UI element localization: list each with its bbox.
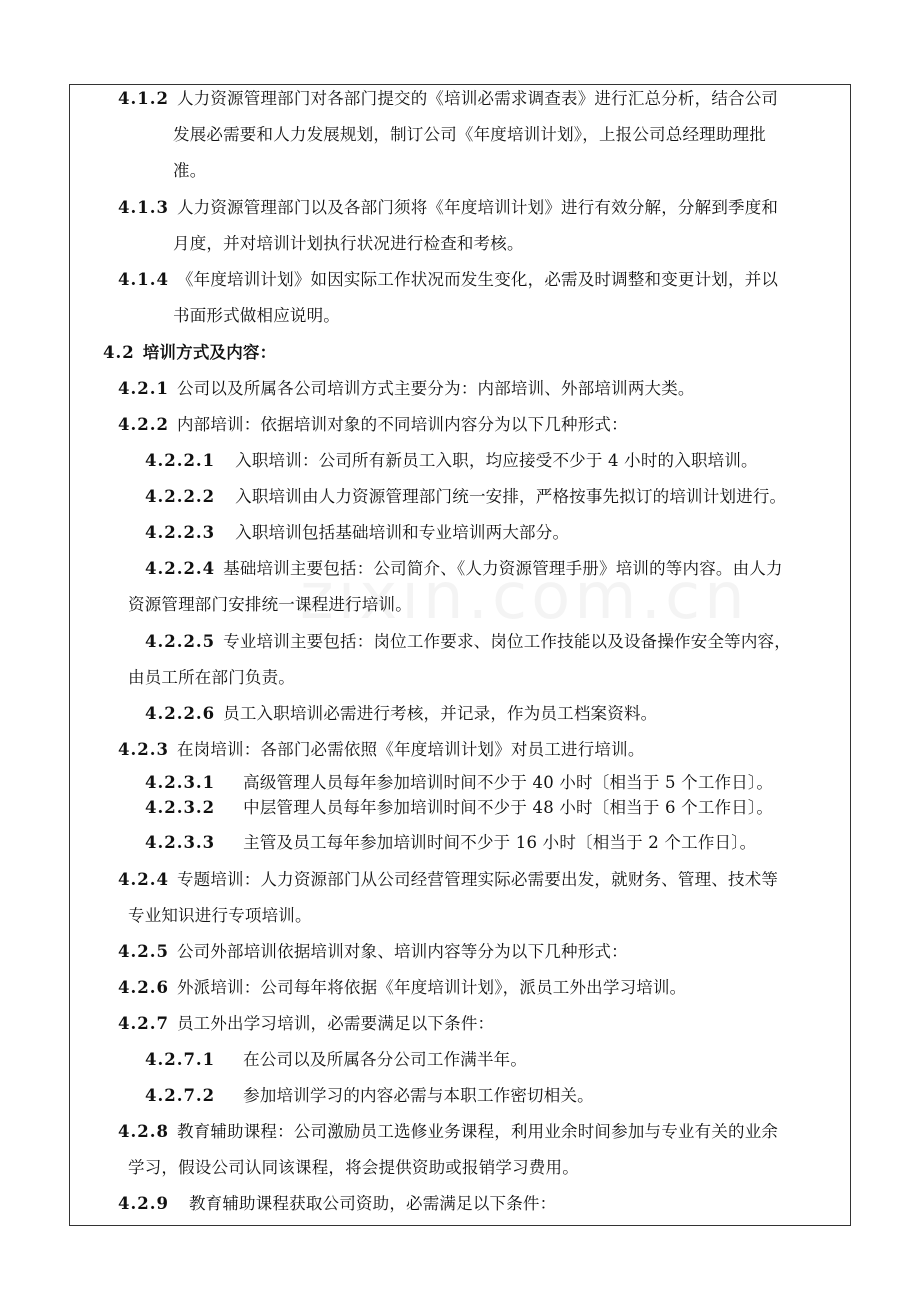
clause-4-2-4-cont: 专业知识进行专项培训。 [128,906,312,925]
clause-4-2-3: 4.2.3 在岗培训：各部门必需依照《年度培训计划》对员工进行培训。 [118,740,645,759]
clause-4-2-2-4: 4.2.2.4 基础培训主要包括：公司简介、《人力资源管理手册》培训的等内容。由人力 [145,559,783,578]
clause-4-2-2-4-cont: 资源管理部门安排统一课程进行培训。 [128,595,412,614]
clause-4-2-2-3: 4.2.2.3 入职培训包括基础培训和专业培训两大部分。 [145,523,570,542]
section-heading-4-2: 4.2 培训方式及内容： [103,343,277,362]
clause-4-2-3-3: 4.2.3.3 主管及员工每年参加培训时间不少于 16 小时〔相当于 2 个工作日〕。 [145,833,757,852]
clause-4-2-4: 4.2.4 专题培训：人力资源部门从公司经营管理实际必需要出发，就财务、管理、技术等 [118,870,779,889]
clause-4-1-3: 4.1.3 人力资源管理部门以及各部门须将《年度培训计划》进行有效分解，分解到季度和 [118,198,779,217]
clause-4-2-8: 4.2.8 教育辅助课程：公司激励员工选修业务课程，利用业余时间参加与专业有关的业余 [118,1122,779,1141]
clause-4-1-4: 4.1.4 《年度培训计划》如因实际工作状况而发生变化，必需及时调整和变更计划，并以 [118,270,779,289]
clause-4-2-8-cont: 学习，假设公司认同该课程，将会提供资助或报销学习费用。 [128,1158,579,1177]
clause-4-1-2: 4.1.2 人力资源管理部门对各部门提交的《培训必需求调查表》进行汇总分析，结合公司 [118,89,779,108]
clause-4-2-1: 4.2.1 公司以及所属各公司培训方式主要分为：内部培训、外部培训两大类。 [118,379,695,398]
clause-4-2-5: 4.2.5 公司外部培训依据培训对象、培训内容等分为以下几种形式： [118,942,628,961]
clause-4-2-2-2: 4.2.2.2 入职培训由人力资源管理部门统一安排，严格按事先拟订的培训计划进行。 [145,487,787,506]
clause-4-2-2-5: 4.2.2.5 专业培训主要包括：岗位工作要求、岗位工作技能以及设备操作安全等内容， [145,632,791,651]
clause-4-1-3-cont: 月度，并对培训计划执行状况进行检查和考核。 [173,234,524,253]
clause-4-2-6: 4.2.6 外派培训：公司每年将依据《年度培训计划》，派员工外出学习培训。 [118,978,687,997]
clause-4-2-2-5-cont: 由员工所在部门负责。 [128,668,295,687]
clause-4-2-2-1: 4.2.2.1 入职培训：公司所有新员工入职，均应接受不少于 4 小时的入职培训。 [145,451,758,470]
clause-4-1-2-cont: 准。 [173,161,207,180]
clause-4-2-7-2: 4.2.7.2 参加培训学习的内容必需与本职工作密切相关。 [145,1086,594,1105]
clause-4-2-7-1: 4.2.7.1 在公司以及所属各分公司工作满半年。 [145,1050,528,1069]
clause-4-1-4-cont: 书面形式做相应说明。 [173,306,340,325]
clause-4-2-3-2: 4.2.3.2 中层管理人员每年参加培训时间不少于 48 小时〔相当于 6 个工作日〕。 [145,798,774,817]
clause-4-1-2-cont: 发展必需要和人力发展规划，制订公司《年度培训计划》，上报公司总经理助理批 [173,125,766,144]
clause-4-2-2-6: 4.2.2.6 员工入职培训必需进行考核，并记录，作为员工档案资料。 [145,704,658,723]
clause-4-2-2: 4.2.2 内部培训：依据培训对象的不同培训内容分为以下几种形式： [118,415,628,434]
clause-4-2-9: 4.2.9 教育辅助课程获取公司资助，必需满足以下条件： [118,1194,557,1213]
clause-4-2-3-1: 4.2.3.1 高级管理人员每年参加培训时间不少于 40 小时〔相当于 5 个工作日〕。 [145,773,774,792]
clause-4-2-7: 4.2.7 员工外出学习培训，必需要满足以下条件： [118,1014,495,1033]
